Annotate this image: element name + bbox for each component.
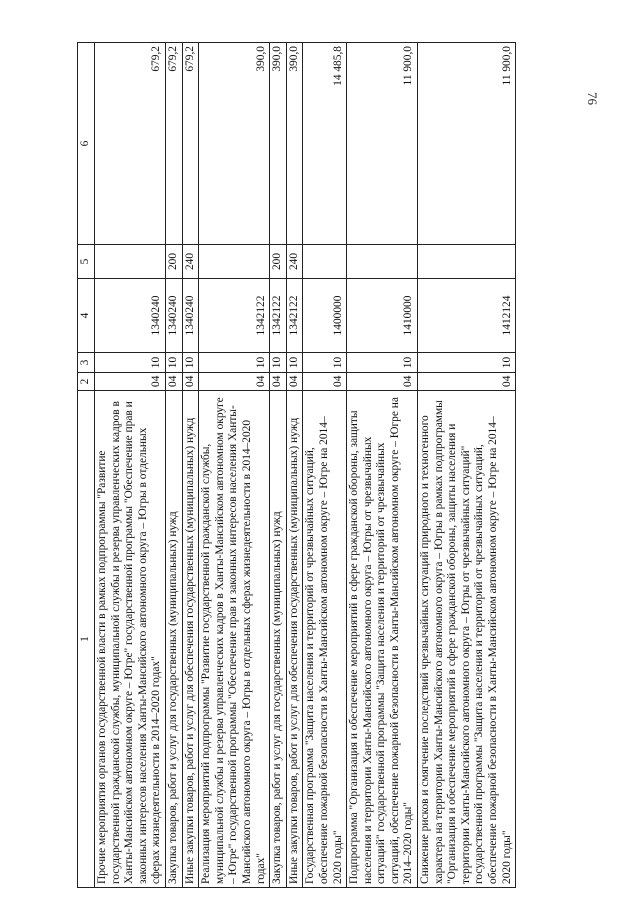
header-cell: 1 xyxy=(78,391,95,888)
header-row xyxy=(78,43,95,888)
row-description-cell: Закупка товаров, работ и услуг для государственных (муниципальных) нужд xyxy=(165,391,182,888)
subsection-code-cell: 10 xyxy=(286,353,303,373)
amount-cell: 14 485,8 xyxy=(303,43,347,245)
expense-type-cell xyxy=(303,245,347,279)
target-article-cell: 1342122 xyxy=(199,279,270,353)
row-description-cell: Иные закупки товаров, работ и услуг для обеспечения государственных (муниципальных) нужд xyxy=(182,391,199,888)
table-row xyxy=(165,43,182,888)
row-description-cell: Снижение рисков и смягчение последствий чрезвычайных ситуаций природного и техногенного характера на территории Ханты-Мансийского автономного округа – Югры в рамках подпрограммы "Организация и обеспечение мероприятий в сфере гражданской обороны, защиты населения и территории Ханты-Мансийского автономного округа – Югры от чрезвычайных ситуаций" государственной программы "Защита населения и территорий от чрезвычайных ситуаций, обеспечение пожарной безопасности в Ханты-Мансийском автономном округе – Югре на 2014–2020 годы" xyxy=(418,391,516,888)
table-body xyxy=(95,43,516,888)
section-code-cell: 04 xyxy=(95,373,166,391)
table-row xyxy=(182,43,199,888)
subsection-code-cell: 10 xyxy=(303,353,347,373)
row-description-cell: Государственная программа "Защита населения и территорий от чрезвычайных ситуаций, обеспечение пожарной безопасности в Ханты-Мансийском автономном округе – Югре на 2014–2020 годы" xyxy=(303,391,347,888)
expense-type-cell: 240 xyxy=(286,245,303,279)
expense-type-cell xyxy=(95,245,166,279)
target-article-cell: 1340240 xyxy=(182,279,199,353)
subsection-code-cell: 10 xyxy=(418,353,516,373)
header-cell: 5 xyxy=(78,245,95,279)
amount-cell: 11 900,0 xyxy=(418,43,516,245)
target-article-cell: 1340240 xyxy=(95,279,166,353)
row-description-cell: Подпрограмма "Организация и обеспечение мероприятий в сфере гражданской обороны, защиты населения и территории Ханты-Мансийского автономного округа – Югры от чрезвычайных ситуаций" государственной программы "Защита населения и территорий от чрезвычайных ситуаций, обеспечение пожарной безопасности в Ханты-Мансийском автономном округе – Югре на 2014–2020 годы" xyxy=(347,391,418,888)
table-row xyxy=(95,43,166,888)
section-code-cell: 04 xyxy=(303,373,347,391)
subsection-code-cell: 10 xyxy=(270,353,287,373)
budget-table xyxy=(77,42,516,888)
header-cell: 3 xyxy=(78,353,95,373)
target-article-cell: 1342122 xyxy=(270,279,287,353)
amount-cell: 11 900,0 xyxy=(347,43,418,245)
table-row xyxy=(347,43,418,888)
target-article-cell: 1410000 xyxy=(347,279,418,353)
expense-type-cell xyxy=(199,245,270,279)
table-row xyxy=(270,43,287,888)
subsection-code-cell: 10 xyxy=(199,353,270,373)
table-row xyxy=(418,43,516,888)
rotated-page-frame xyxy=(77,43,583,888)
section-code-cell: 04 xyxy=(286,373,303,391)
table-row xyxy=(286,43,303,888)
header-cell: 2 xyxy=(78,373,95,391)
section-code-cell: 04 xyxy=(270,373,287,391)
row-description-cell: Закупка товаров, работ и услуг для государственных (муниципальных) нужд xyxy=(270,391,287,888)
section-code-cell: 04 xyxy=(199,373,270,391)
amount-cell: 390,0 xyxy=(199,43,270,245)
expense-type-cell: 200 xyxy=(165,245,182,279)
amount-cell: 390,0 xyxy=(286,43,303,245)
row-description-cell: Иные закупки товаров, работ и услуг для обеспечения государственных (муниципальных) нужд xyxy=(286,391,303,888)
expense-type-cell xyxy=(347,245,418,279)
target-article-cell: 1400000 xyxy=(303,279,347,353)
table-row xyxy=(303,43,347,888)
subsection-code-cell: 10 xyxy=(347,353,418,373)
section-code-cell: 04 xyxy=(182,373,199,391)
table-row xyxy=(199,43,270,888)
row-description-cell: Реализация мероприятий подпрограммы "Развитие государственной гражданской службы, муниципальной службы и резерва управленческих кадров в Ханты-Мансийском автономном округе – Югре" государственной программы "Обеспечение прав и законных интересов населения Ханты-Мансийского автономного округа – Югры в отдельных сферах жизнедеятельности в 2014–2020 годах" xyxy=(199,391,270,888)
expense-type-cell xyxy=(418,245,516,279)
subsection-code-cell: 10 xyxy=(182,353,199,373)
amount-cell: 390,0 xyxy=(270,43,287,245)
header-cell: 6 xyxy=(78,43,95,245)
section-code-cell: 04 xyxy=(347,373,418,391)
header-cell: 4 xyxy=(78,279,95,353)
amount-cell: 679,2 xyxy=(95,43,166,245)
section-code-cell: 04 xyxy=(165,373,182,391)
amount-cell: 679,2 xyxy=(182,43,199,245)
amount-cell: 679,2 xyxy=(165,43,182,245)
page-number: 76 xyxy=(585,92,600,105)
subsection-code-cell: 10 xyxy=(95,353,166,373)
target-article-cell: 1412124 xyxy=(418,279,516,353)
section-code-cell: 04 xyxy=(418,373,516,391)
subsection-code-cell: 10 xyxy=(165,353,182,373)
target-article-cell: 1342122 xyxy=(286,279,303,353)
expense-type-cell: 240 xyxy=(182,245,199,279)
expense-type-cell: 200 xyxy=(270,245,287,279)
target-article-cell: 1340240 xyxy=(165,279,182,353)
row-description-cell: Прочие мероприятия органов государственной власти в рамках подпрограммы "Развитие государственной гражданской службы, муниципальной службы и резерва управленческих кадров в Ханты-Мансийском автономном округе – Югре" государственной программы "Обеспечение прав и законных интересов населения Ханты-Мансийского автономного округа – Югры в отдельных сферах жизнедеятельности в 2014–2020 годах" xyxy=(95,391,166,888)
